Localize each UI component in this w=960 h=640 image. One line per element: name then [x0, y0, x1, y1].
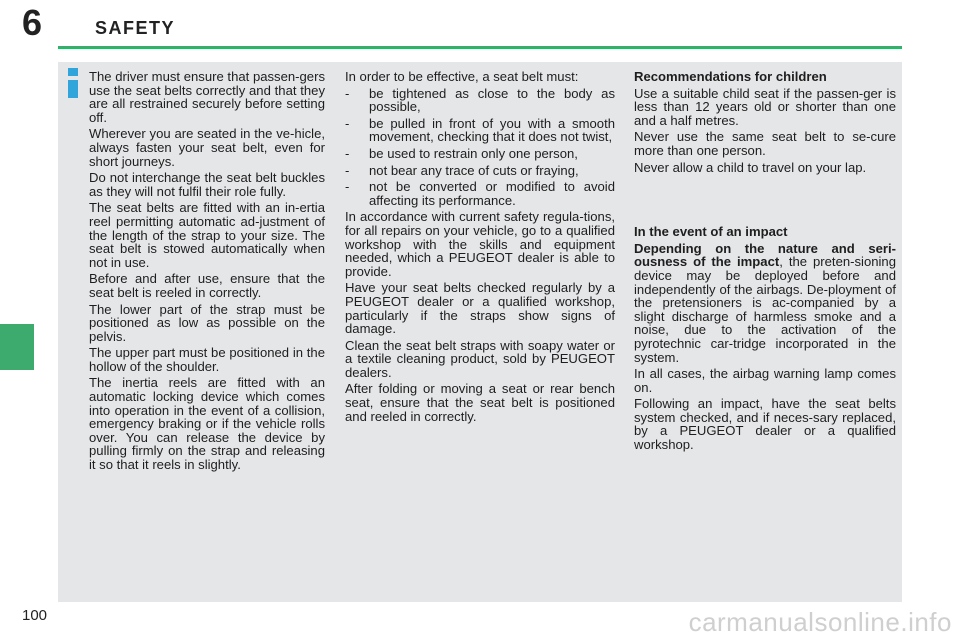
- paragraph: In accordance with current safety regula-tions, for all repairs on your vehicle, go to a qualified workshop with the skills and equipment needed, which a PEUGEOT dealer is able to provide.: [345, 209, 615, 279]
- paragraph: After folding or moving a seat or rear bench seat, ensure that the seat belt is positioned and reeled in correctly.: [345, 381, 615, 424]
- impact-bold-lead: Depending on the nature and seri-ousness of the impact: [634, 240, 896, 270]
- paragraph: Wherever you are seated in the ve-hicle, always fasten your seat belt, even for short journeys.: [89, 126, 325, 169]
- paragraph: The inertia reels are fitted with an automatic locking device which comes into operation in the event of a collision, emergency braking or if the vehicle rolls over. You can release the device by pulling firmly on the strap and releasing it so that it reels in slightly.: [89, 375, 325, 473]
- list-item: - not bear any trace of cuts or fraying,: [345, 164, 615, 178]
- header-rule: [58, 46, 902, 49]
- paragraph: Never use the same seat belt to se-cure more than one person.: [634, 129, 896, 158]
- paragraph: Have your seat belts checked regularly by a PEUGEOT dealer or a qualified workshop, particularly if the straps show signs of damage.: [345, 280, 615, 337]
- chapter-side-tab: [0, 324, 34, 370]
- children-heading: Recommendations for children: [634, 69, 827, 84]
- requirements-list: [345, 87, 615, 208]
- impact-heading: In the event of an impact: [634, 224, 788, 240]
- chapter-number: 6: [22, 2, 43, 43]
- impact-lead-rest: , the preten-sioning device may be deployed before and independently of the airbags. De-ployment of the pretensioners is ac-companied by a slight discharge of harmless smoke and a noise, due to the activation of the pyrotechnic car-tridge incorporated in the system.: [634, 254, 896, 365]
- paragraph: Use a suitable child seat if the passen-ger is less than 12 years old or shorter than one and a half metres.: [634, 85, 896, 128]
- paragraph: Clean the seat belt straps with soapy water or a textile cleaning product, sold by PEUGEOT dealers.: [345, 337, 615, 380]
- chapter-title: SAFETY: [95, 18, 176, 38]
- paragraph: The upper part must be positioned in the hollow of the shoulder.: [89, 345, 325, 374]
- watermark: carmanualsonline.info: [688, 607, 952, 637]
- column-middle: [345, 70, 615, 426]
- paragraph: In all cases, the airbag warning lamp comes on.: [634, 366, 896, 395]
- paragraph: The seat belts are fitted with an in-ertia reel permitting automatic ad-justment of the length of the strap to your size. The seat belt is stowed automatically when not in use.: [89, 200, 325, 270]
- paragraph: Following an impact, have the seat belts system checked, and if neces-sary replaced, by a PEUGEOT dealer or a qualified workshop.: [634, 396, 896, 453]
- info-icon: [62, 68, 84, 98]
- paragraph: The driver must ensure that passen-gers use the seat belts correctly and that they are all restrained securely before setting off.: [89, 69, 325, 125]
- list-item: - be tightened as close to the body as possible,: [345, 87, 615, 114]
- intro-paragraph: In order to be effective, a seat belt must:: [345, 69, 579, 84]
- list-item: - be used to restrain only one person,: [345, 147, 615, 161]
- info-icon-dot: [68, 68, 78, 76]
- paragraph: Before and after use, ensure that the seat belt is reeled in correctly.: [89, 271, 325, 300]
- page-number: 100: [22, 607, 48, 624]
- column-left: [89, 70, 325, 475]
- paragraph: The lower part of the strap must be positioned as low as possible on the pelvis.: [89, 301, 325, 344]
- list-item: - not be converted or modified to avoid affecting its performance.: [345, 180, 615, 207]
- paragraph: Never allow a child to travel on your lap.: [634, 159, 867, 175]
- column-right: [634, 70, 896, 455]
- paragraph: Do not interchange the seat belt buckles as they will not fulfil their role fully.: [89, 170, 325, 199]
- list-item: - be pulled in front of you with a smooth movement, checking that it does not twist,: [345, 117, 615, 144]
- info-icon-bar: [68, 80, 78, 98]
- spacer: [634, 177, 896, 225]
- impact-lead-paragraph: [634, 242, 896, 364]
